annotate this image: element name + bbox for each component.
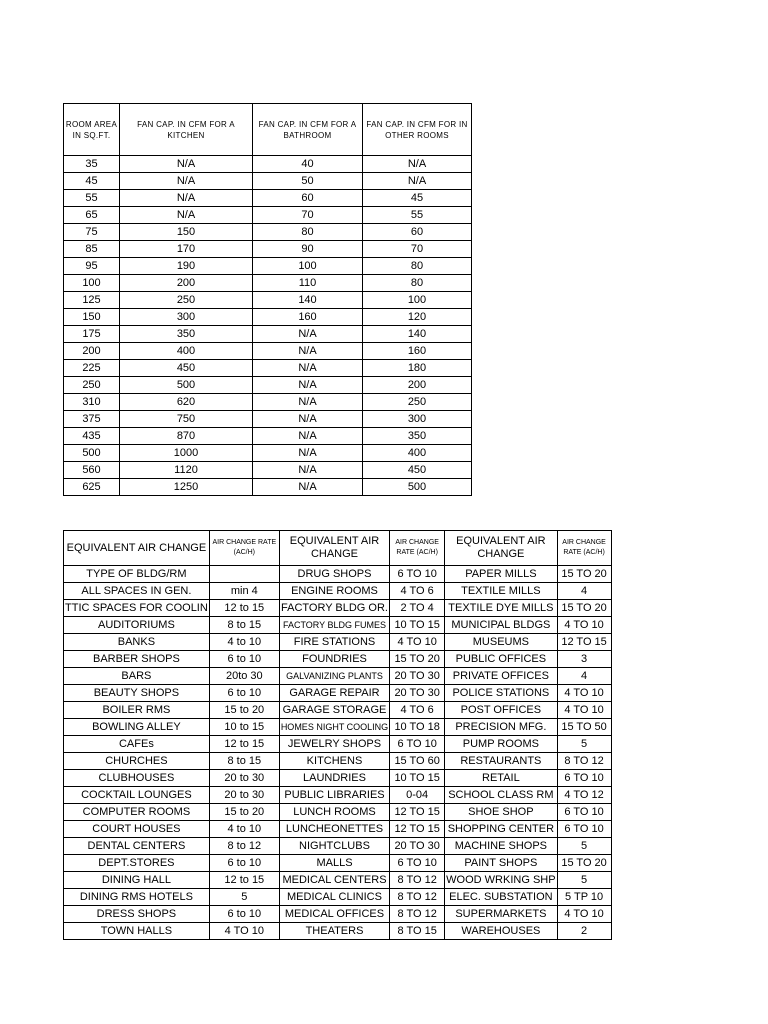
building-type-cell: DINING HALL — [64, 872, 210, 889]
room-area-cell: 250 — [64, 377, 120, 394]
air-change-rate-cell: 4 — [557, 668, 611, 685]
table-row — [64, 736, 612, 753]
header-air-change-rate-2: AIR CHANGE RATE (AC/H) — [390, 531, 445, 566]
building-type-cell: PRECISION MFG. — [445, 719, 557, 736]
kitchen-cfm-cell: 620 — [120, 394, 253, 411]
ach-table-header-row — [64, 531, 612, 566]
air-change-rate-cell: 8 to 15 — [209, 617, 279, 634]
room-area-cell: 500 — [64, 445, 120, 462]
building-type-cell: RESTAURANTS — [445, 753, 557, 770]
air-change-rate-cell: 15 TO 20 — [557, 600, 611, 617]
building-type-cell: LUNCHEONETTES — [279, 821, 389, 838]
building-type-cell: PAPER MILLS — [445, 566, 557, 583]
air-change-rate-cell: 4 TO 10 — [557, 702, 611, 719]
air-change-rate-cell: 5 — [557, 838, 611, 855]
building-type-cell: BOILER RMS — [64, 702, 210, 719]
table-row — [64, 462, 472, 479]
air-change-rate-cell: 15 TO 20 — [390, 651, 445, 668]
other-rooms-cfm-cell: N/A — [363, 173, 472, 190]
air-change-rate-cell: 8 TO 12 — [557, 753, 611, 770]
building-type-cell: DEPT.STORES — [64, 855, 210, 872]
air-change-rate-cell: 4 TO 10 — [209, 923, 279, 940]
air-change-rate-cell: 15 to 20 — [209, 804, 279, 821]
other-rooms-cfm-cell: 100 — [363, 292, 472, 309]
air-change-rate-cell: 15 to 20 — [209, 702, 279, 719]
air-change-rate-cell: 4 TO 6 — [390, 702, 445, 719]
building-type-cell: MEDICAL CLINICS — [279, 889, 389, 906]
building-type-cell: CHURCHES — [64, 753, 210, 770]
table-row — [64, 906, 612, 923]
air-change-rate-cell: 6 TO 10 — [390, 736, 445, 753]
bathroom-cfm-cell: 160 — [253, 309, 363, 326]
building-type-cell: RETAIL — [445, 770, 557, 787]
air-change-table — [63, 530, 612, 940]
bathroom-cfm-cell: N/A — [253, 394, 363, 411]
table-row — [64, 428, 472, 445]
building-type-cell: BOWLING ALLEY — [64, 719, 210, 736]
air-change-rate-cell: 8 TO 12 — [390, 889, 445, 906]
building-type-cell: NIGHTCLUBS — [279, 838, 389, 855]
table-row — [64, 292, 472, 309]
fan-capacity-table — [63, 103, 472, 496]
table-row — [64, 566, 612, 583]
building-type-cell: SCHOOL CLASS RM — [445, 787, 557, 804]
air-change-rate-cell: 8 TO 12 — [390, 872, 445, 889]
fan-table-header-row — [64, 104, 472, 156]
room-area-cell: 560 — [64, 462, 120, 479]
room-area-cell: 310 — [64, 394, 120, 411]
room-area-cell: 125 — [64, 292, 120, 309]
building-type-cell: MEDICAL OFFICES — [279, 906, 389, 923]
header-other-rooms-cfm: FAN CAP. IN CFM FOR IN OTHER ROOMS — [363, 104, 472, 156]
air-change-rate-cell: 0-04 — [390, 787, 445, 804]
kitchen-cfm-cell: N/A — [120, 207, 253, 224]
building-type-cell: FACTORY BLDG FUMES — [279, 617, 389, 634]
kitchen-cfm-cell: 500 — [120, 377, 253, 394]
air-change-rate-cell: 20 to 30 — [209, 787, 279, 804]
building-type-cell: TOWN HALLS — [64, 923, 210, 940]
air-change-table-body — [64, 566, 612, 940]
room-area-cell: 175 — [64, 326, 120, 343]
bathroom-cfm-cell: 100 — [253, 258, 363, 275]
building-type-cell: DRESS SHOPS — [64, 906, 210, 923]
air-change-rate-cell: 15 TO 50 — [557, 719, 611, 736]
building-type-cell: DENTAL CENTERS — [64, 838, 210, 855]
table-row — [64, 634, 612, 651]
room-area-cell: 55 — [64, 190, 120, 207]
table-row — [64, 702, 612, 719]
kitchen-cfm-cell: 150 — [120, 224, 253, 241]
table-row — [64, 173, 472, 190]
other-rooms-cfm-cell: 80 — [363, 258, 472, 275]
building-type-cell: KITCHENS — [279, 753, 389, 770]
table-row — [64, 719, 612, 736]
air-change-rate-cell: 20to 30 — [209, 668, 279, 685]
building-type-cell: COCKTAIL LOUNGES — [64, 787, 210, 804]
air-change-rate-cell: 12 to 15 — [209, 600, 279, 617]
room-area-cell: 95 — [64, 258, 120, 275]
air-change-rate-cell: 5 TP 10 — [557, 889, 611, 906]
room-area-cell: 200 — [64, 343, 120, 360]
kitchen-cfm-cell: 250 — [120, 292, 253, 309]
air-change-rate-cell: 20 TO 30 — [390, 668, 445, 685]
air-change-rate-cell: 6 TO 10 — [390, 566, 445, 583]
building-type-cell: TYPE OF BLDG/RM — [64, 566, 210, 583]
table-row — [64, 394, 472, 411]
room-area-cell: 65 — [64, 207, 120, 224]
building-type-cell: MALLS — [279, 855, 389, 872]
table-row — [64, 753, 612, 770]
header-equivalent-air-change-2: EQUIVALENT AIR CHANGE — [279, 531, 389, 566]
air-change-rate-cell: 6 to 10 — [209, 855, 279, 872]
table-row — [64, 156, 472, 173]
building-type-cell: LAUNDRIES — [279, 770, 389, 787]
table-row — [64, 479, 472, 496]
bathroom-cfm-cell: N/A — [253, 445, 363, 462]
table-row — [64, 923, 612, 940]
building-type-cell: DRUG SHOPS — [279, 566, 389, 583]
table-row — [64, 651, 612, 668]
table-row — [64, 838, 612, 855]
table-row — [64, 411, 472, 428]
building-type-cell: COURT HOUSES — [64, 821, 210, 838]
table-row — [64, 326, 472, 343]
building-type-cell: POLICE STATIONS — [445, 685, 557, 702]
air-change-rate-cell: 6 TO 10 — [390, 855, 445, 872]
air-change-rate-cell: 4 — [557, 583, 611, 600]
building-type-cell: TEXTILE DYE MILLS — [445, 600, 557, 617]
building-type-cell: POST OFFICES — [445, 702, 557, 719]
kitchen-cfm-cell: 170 — [120, 241, 253, 258]
air-change-rate-cell: 12 TO 15 — [390, 821, 445, 838]
header-bathroom-cfm: FAN CAP. IN CFM FOR A BATHROOM — [253, 104, 363, 156]
building-type-cell: WOOD WRKING SHP — [445, 872, 557, 889]
other-rooms-cfm-cell: 55 — [363, 207, 472, 224]
bathroom-cfm-cell: N/A — [253, 479, 363, 496]
other-rooms-cfm-cell: 350 — [363, 428, 472, 445]
building-type-cell: SUPERMARKETS — [445, 906, 557, 923]
kitchen-cfm-cell: 870 — [120, 428, 253, 445]
table-row — [64, 804, 612, 821]
air-change-rate-cell: 6 TO 10 — [557, 804, 611, 821]
other-rooms-cfm-cell: 200 — [363, 377, 472, 394]
building-type-cell: PUBLIC LIBRARIES — [279, 787, 389, 804]
air-change-rate-cell: 2 TO 4 — [390, 600, 445, 617]
building-type-cell: THEATERS — [279, 923, 389, 940]
air-change-rate-cell: 8 to 15 — [209, 753, 279, 770]
air-change-rate-cell: 6 to 10 — [209, 685, 279, 702]
air-change-rate-cell: 8 TO 12 — [390, 906, 445, 923]
building-type-cell: FIRE STATIONS — [279, 634, 389, 651]
air-change-rate-cell: 12 to 15 — [209, 736, 279, 753]
room-area-cell: 35 — [64, 156, 120, 173]
building-type-cell: PRIVATE OFFICES — [445, 668, 557, 685]
table-row — [64, 309, 472, 326]
air-change-rate-cell: 15 TO 20 — [557, 566, 611, 583]
air-change-rate-cell: 15 TO 60 — [390, 753, 445, 770]
air-change-rate-cell: 12 TO 15 — [557, 634, 611, 651]
building-type-cell: MEDICAL CENTERS — [279, 872, 389, 889]
table-row — [64, 583, 612, 600]
building-type-cell: DINING RMS HOTELS — [64, 889, 210, 906]
air-change-rate-cell — [209, 566, 279, 583]
building-type-cell: MACHINE SHOPS — [445, 838, 557, 855]
air-change-rate-cell: 15 TO 20 — [557, 855, 611, 872]
air-change-rate-cell: 8 to 12 — [209, 838, 279, 855]
header-air-change-rate-1: AIR CHANGE RATE (AC/H) — [209, 531, 279, 566]
table-row — [64, 360, 472, 377]
other-rooms-cfm-cell: 45 — [363, 190, 472, 207]
kitchen-cfm-cell: N/A — [120, 156, 253, 173]
other-rooms-cfm-cell: 400 — [363, 445, 472, 462]
air-change-rate-cell: 5 — [557, 872, 611, 889]
kitchen-cfm-cell: 1000 — [120, 445, 253, 462]
air-change-rate-cell: 4 TO 6 — [390, 583, 445, 600]
kitchen-cfm-cell: N/A — [120, 190, 253, 207]
table-row — [64, 821, 612, 838]
other-rooms-cfm-cell: 70 — [363, 241, 472, 258]
building-type-cell: COMPUTER ROOMS — [64, 804, 210, 821]
table-row — [64, 207, 472, 224]
room-area-cell: 100 — [64, 275, 120, 292]
air-change-rate-cell: 4 to 10 — [209, 634, 279, 651]
building-type-cell: BANKS — [64, 634, 210, 651]
table-row — [64, 190, 472, 207]
bathroom-cfm-cell: N/A — [253, 326, 363, 343]
other-rooms-cfm-cell: 60 — [363, 224, 472, 241]
header-air-change-rate-3: AIR CHANGE RATE (AC/H) — [557, 531, 611, 566]
kitchen-cfm-cell: 400 — [120, 343, 253, 360]
room-area-cell: 625 — [64, 479, 120, 496]
air-change-rate-cell: 4 TO 10 — [390, 634, 445, 651]
room-area-cell: 375 — [64, 411, 120, 428]
table-row — [64, 889, 612, 906]
table-row — [64, 258, 472, 275]
building-type-cell: GARAGE STORAGE — [279, 702, 389, 719]
building-type-cell: FACTORY BLDG OR. — [279, 600, 389, 617]
building-type-cell: SHOE SHOP — [445, 804, 557, 821]
room-area-cell: 150 — [64, 309, 120, 326]
bathroom-cfm-cell: 40 — [253, 156, 363, 173]
table-row — [64, 855, 612, 872]
bathroom-cfm-cell: N/A — [253, 411, 363, 428]
other-rooms-cfm-cell: 250 — [363, 394, 472, 411]
table-row — [64, 668, 612, 685]
air-change-rate-cell: 4 TO 10 — [557, 685, 611, 702]
kitchen-cfm-cell: 300 — [120, 309, 253, 326]
table-row — [64, 377, 472, 394]
kitchen-cfm-cell: 200 — [120, 275, 253, 292]
building-type-cell: BEAUTY SHOPS — [64, 685, 210, 702]
building-type-cell: PUBLIC OFFICES — [445, 651, 557, 668]
building-type-cell: AUDITORIUMS — [64, 617, 210, 634]
air-change-rate-cell: min 4 — [209, 583, 279, 600]
other-rooms-cfm-cell: 160 — [363, 343, 472, 360]
other-rooms-cfm-cell: 500 — [363, 479, 472, 496]
kitchen-cfm-cell: 190 — [120, 258, 253, 275]
bathroom-cfm-cell: 90 — [253, 241, 363, 258]
header-kitchen-cfm: FAN CAP. IN CFM FOR A KITCHEN — [120, 104, 253, 156]
building-type-cell: ENGINE ROOMS — [279, 583, 389, 600]
air-change-rate-cell: 10 TO 15 — [390, 617, 445, 634]
building-type-cell: TEXTILE MILLS — [445, 583, 557, 600]
header-room-area: ROOM AREA IN SQ.FT. — [64, 104, 120, 156]
building-type-cell: WAREHOUSES — [445, 923, 557, 940]
table-row — [64, 787, 612, 804]
building-type-cell: BARS — [64, 668, 210, 685]
air-change-rate-cell: 4 TO 12 — [557, 787, 611, 804]
room-area-cell: 435 — [64, 428, 120, 445]
bathroom-cfm-cell: 80 — [253, 224, 363, 241]
kitchen-cfm-cell: N/A — [120, 173, 253, 190]
table-row — [64, 241, 472, 258]
building-type-cell: PAINT SHOPS — [445, 855, 557, 872]
bathroom-cfm-cell: N/A — [253, 428, 363, 445]
bathroom-cfm-cell: N/A — [253, 462, 363, 479]
air-change-rate-cell: 6 to 10 — [209, 651, 279, 668]
air-change-rate-cell: 4 TO 10 — [557, 617, 611, 634]
other-rooms-cfm-cell: 180 — [363, 360, 472, 377]
building-type-cell: MUNICIPAL BLDGS — [445, 617, 557, 634]
kitchen-cfm-cell: 1250 — [120, 479, 253, 496]
fan-table-body — [64, 156, 472, 496]
header-equivalent-air-change-3: EQUIVALENT AIR CHANGE — [445, 531, 557, 566]
bathroom-cfm-cell: 50 — [253, 173, 363, 190]
building-type-cell: ALL SPACES IN GEN. — [64, 583, 210, 600]
bathroom-cfm-cell: N/A — [253, 343, 363, 360]
table-row — [64, 872, 612, 889]
air-change-rate-cell: 5 — [209, 889, 279, 906]
bathroom-cfm-cell: 110 — [253, 275, 363, 292]
building-type-cell: CLUBHOUSES — [64, 770, 210, 787]
other-rooms-cfm-cell: 450 — [363, 462, 472, 479]
air-change-rate-cell: 20 to 30 — [209, 770, 279, 787]
bathroom-cfm-cell: 70 — [253, 207, 363, 224]
room-area-cell: 45 — [64, 173, 120, 190]
air-change-rate-cell: 4 TO 10 — [557, 906, 611, 923]
building-type-cell: PUMP ROOMS — [445, 736, 557, 753]
building-type-cell: TTIC SPACES FOR COOLIN — [64, 600, 210, 617]
bathroom-cfm-cell: N/A — [253, 360, 363, 377]
room-area-cell: 225 — [64, 360, 120, 377]
kitchen-cfm-cell: 1120 — [120, 462, 253, 479]
building-type-cell: JEWELRY SHOPS — [279, 736, 389, 753]
building-type-cell: MUSEUMS — [445, 634, 557, 651]
air-change-rate-cell: 12 TO 15 — [390, 804, 445, 821]
air-change-rate-cell: 10 TO 15 — [390, 770, 445, 787]
air-change-rate-cell: 3 — [557, 651, 611, 668]
building-type-cell: FOUNDRIES — [279, 651, 389, 668]
table-row — [64, 685, 612, 702]
other-rooms-cfm-cell: N/A — [363, 156, 472, 173]
air-change-rate-cell: 6 to 10 — [209, 906, 279, 923]
bathroom-cfm-cell: 140 — [253, 292, 363, 309]
bathroom-cfm-cell: 60 — [253, 190, 363, 207]
air-change-rate-cell: 20 TO 30 — [390, 685, 445, 702]
table-row — [64, 600, 612, 617]
table-row — [64, 224, 472, 241]
kitchen-cfm-cell: 750 — [120, 411, 253, 428]
building-type-cell: SHOPPING CENTER — [445, 821, 557, 838]
other-rooms-cfm-cell: 300 — [363, 411, 472, 428]
table-row — [64, 445, 472, 462]
air-change-rate-cell: 5 — [557, 736, 611, 753]
other-rooms-cfm-cell: 140 — [363, 326, 472, 343]
kitchen-cfm-cell: 350 — [120, 326, 253, 343]
air-change-rate-cell: 12 to 15 — [209, 872, 279, 889]
room-area-cell: 75 — [64, 224, 120, 241]
air-change-rate-cell: 10 to 15 — [209, 719, 279, 736]
building-type-cell: ELEC. SUBSTATION — [445, 889, 557, 906]
room-area-cell: 85 — [64, 241, 120, 258]
table-row — [64, 770, 612, 787]
header-equivalent-air-change-1: EQUIVALENT AIR CHANGE — [64, 531, 210, 566]
table-row — [64, 275, 472, 292]
table-row — [64, 617, 612, 634]
table-row — [64, 343, 472, 360]
air-change-rate-cell: 6 TO 10 — [557, 821, 611, 838]
building-type-cell: HOMES NIGHT COOLING — [279, 719, 389, 736]
air-change-rate-cell: 2 — [557, 923, 611, 940]
other-rooms-cfm-cell: 120 — [363, 309, 472, 326]
air-change-rate-cell: 6 TO 10 — [557, 770, 611, 787]
air-change-rate-cell: 20 TO 30 — [390, 838, 445, 855]
building-type-cell: GARAGE REPAIR — [279, 685, 389, 702]
building-type-cell: CAFEs — [64, 736, 210, 753]
bathroom-cfm-cell: N/A — [253, 377, 363, 394]
air-change-rate-cell: 4 to 10 — [209, 821, 279, 838]
building-type-cell: GALVANIZING PLANTS — [279, 668, 389, 685]
kitchen-cfm-cell: 450 — [120, 360, 253, 377]
building-type-cell: BARBER SHOPS — [64, 651, 210, 668]
air-change-rate-cell: 8 TO 15 — [390, 923, 445, 940]
building-type-cell: LUNCH ROOMS — [279, 804, 389, 821]
air-change-rate-cell: 10 TO 18 — [390, 719, 445, 736]
other-rooms-cfm-cell: 80 — [363, 275, 472, 292]
